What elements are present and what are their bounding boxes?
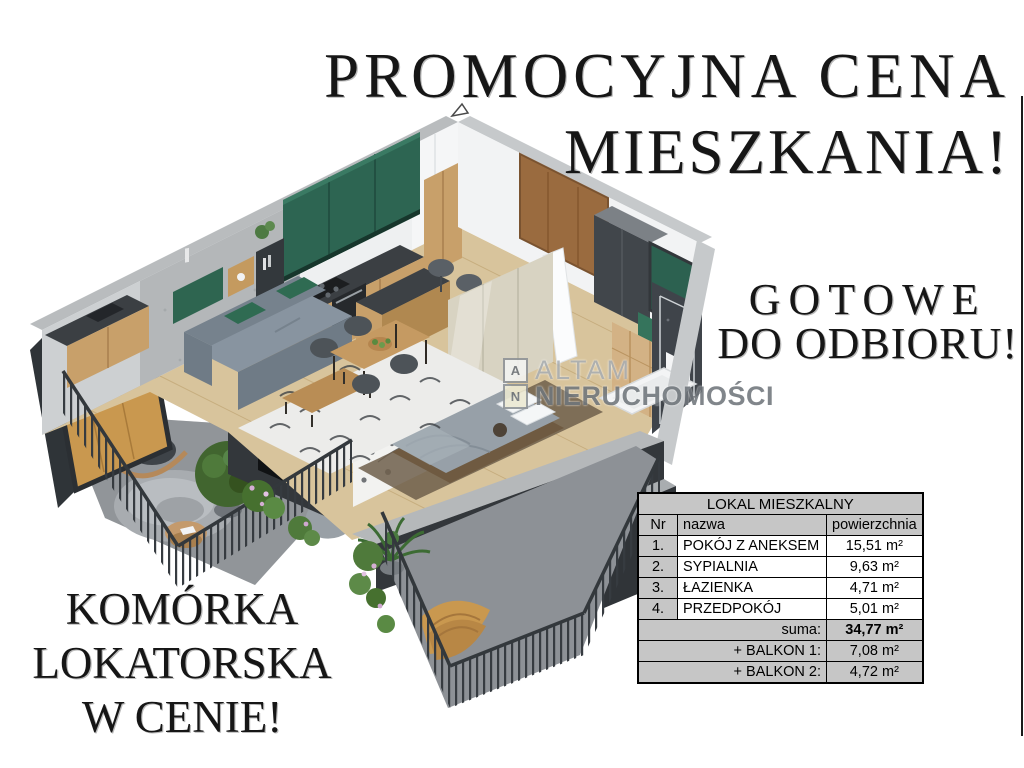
table-title-row xyxy=(638,493,923,515)
row1-area: 15,51 m² xyxy=(827,536,923,557)
table-row xyxy=(638,536,923,557)
logo-name-bottom: NIERUCHOMOŚCI xyxy=(535,380,775,411)
table-balcony2-row xyxy=(638,662,923,684)
table-header-row xyxy=(638,515,923,536)
photo-edge-line xyxy=(1021,96,1023,736)
ready-note xyxy=(717,275,1018,368)
row3-nr: 3. xyxy=(638,578,678,599)
table-sum-row xyxy=(638,620,923,641)
storage-note xyxy=(12,582,352,744)
row4-area: 5,01 m² xyxy=(827,599,923,620)
balcony1-value: 7,08 m² xyxy=(827,641,923,662)
headline xyxy=(324,38,1010,190)
logo-name-top: ALTAM xyxy=(535,354,632,385)
row1-name: POKÓJ Z ANEKSEM xyxy=(678,536,827,557)
sum-value: 34,77 m² xyxy=(827,620,923,641)
col-header-name: nazwa xyxy=(678,515,827,536)
row4-name: PRZEDPOKÓJ xyxy=(678,599,827,620)
col-header-area: powierzchnia xyxy=(827,515,923,536)
storage-note-line1: KOMÓRKA xyxy=(65,584,299,634)
sum-label: suma: xyxy=(638,620,827,641)
logo-letter-a-icon: A xyxy=(503,358,528,383)
ready-note-line1: GOTOWE xyxy=(748,275,987,324)
balcony1-label: + BALKON 1: xyxy=(638,641,827,662)
row1-nr: 1. xyxy=(638,536,678,557)
row2-area: 9,63 m² xyxy=(827,557,923,578)
headline-line1: PROMOCYJNA CENA xyxy=(324,41,1010,111)
row3-name: ŁAZIENKA xyxy=(678,578,827,599)
ready-note-line2: DO ODBIORU! xyxy=(717,319,1018,368)
table-row xyxy=(638,578,923,599)
storage-note-line2: LOKATORSKA xyxy=(32,638,332,688)
balcony2-label: + BALKON 2: xyxy=(638,662,827,684)
balcony2-value: 4,72 m² xyxy=(827,662,923,684)
table-balcony1-row xyxy=(638,641,923,662)
row2-name: SYPIALNIA xyxy=(678,557,827,578)
row2-nr: 2. xyxy=(638,557,678,578)
row4-nr: 4. xyxy=(638,599,678,620)
agency-logo xyxy=(503,354,775,411)
table-title: LOKAL MIESZKALNY xyxy=(638,493,923,515)
storage-note-line3: W CENIE! xyxy=(81,692,283,742)
logo-letter-n-icon: N xyxy=(503,384,528,409)
table-row xyxy=(638,599,923,620)
table-row xyxy=(638,557,923,578)
col-header-nr: Nr xyxy=(638,515,678,536)
row3-area: 4,71 m² xyxy=(827,578,923,599)
area-table xyxy=(637,492,924,684)
headline-line2: MIESZKANIA! xyxy=(564,117,1010,187)
